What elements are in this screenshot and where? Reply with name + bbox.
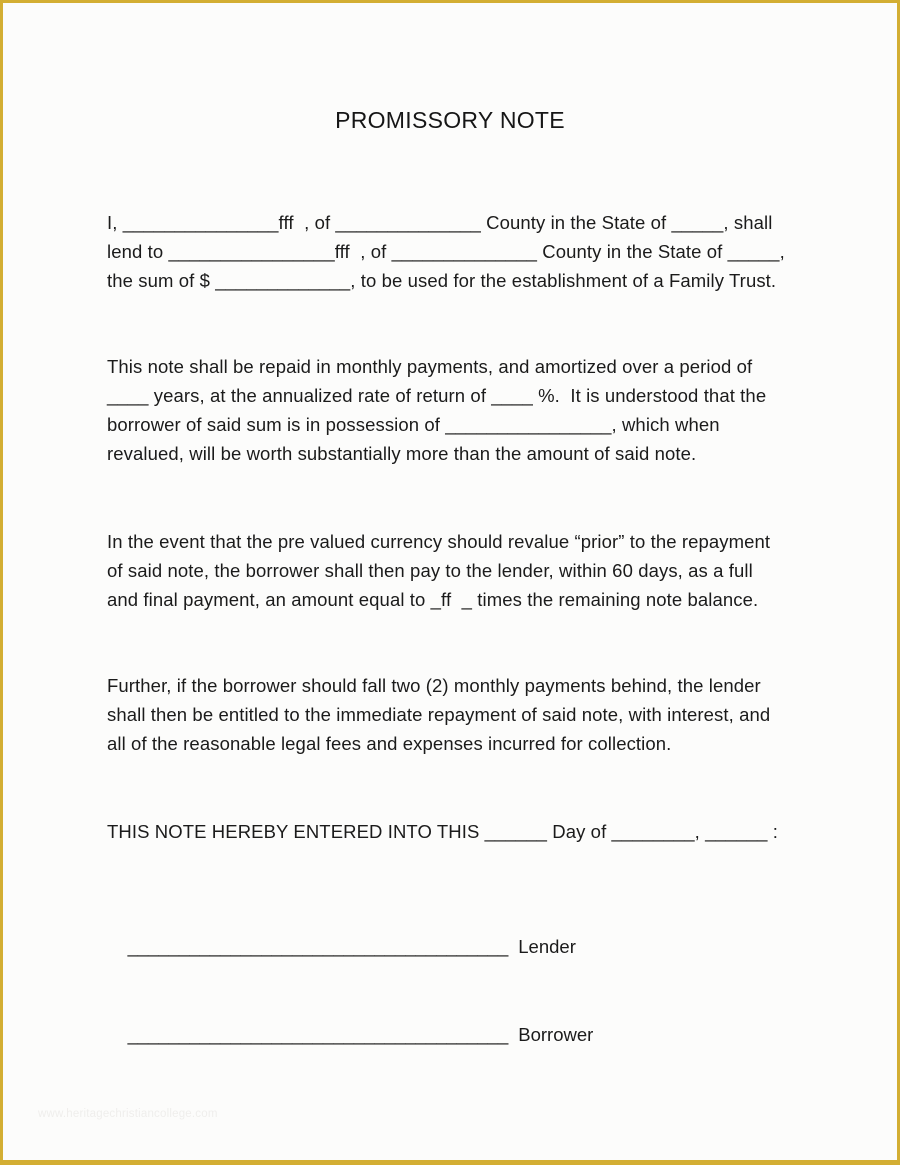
paragraph-intro [107, 208, 817, 295]
text-line: In the event that the pre valued currency should revalue “prior” to the repayment [107, 531, 771, 552]
text-line: I, _______________fff , of ______________ County in the State of _____, shall [107, 212, 773, 233]
text-line: shall then be entitled to the immediate repayment of said note, with interest, and [107, 704, 771, 725]
signature-row-borrower [107, 991, 593, 1078]
paragraph-entered-date [107, 817, 817, 846]
lender-signature-line: _____________________________________ [127, 936, 509, 957]
watermark-url: www.heritagechristiancollege.com [38, 1108, 218, 1120]
text-line: of said note, the borrower shall then pay to the lender, within 60 days, as a full [107, 560, 753, 581]
text-line: revalued, will be worth substantially more than the amount of said note. [107, 443, 697, 464]
signature-row-lender [107, 903, 576, 990]
paragraph-repayment [107, 352, 817, 468]
paragraph-revalue [107, 527, 817, 614]
borrower-signature-line: _____________________________________ [127, 1024, 509, 1045]
text-line: THIS NOTE HEREBY ENTERED INTO THIS ______ Day of ________, ______ : [107, 821, 778, 842]
paragraph-default-terms [107, 671, 817, 758]
text-line: and final payment, an amount equal to _ff _ times the remaining note balance. [107, 589, 759, 610]
lender-signature-label: Lender [518, 936, 576, 957]
text-line: borrower of said sum is in possession of ________________, which when [107, 414, 720, 435]
text-line: This note shall be repaid in monthly payments, and amortized over a period of [107, 356, 753, 377]
text-line: ____ years, at the annualized rate of return of ____ %. It is understood that the [107, 385, 767, 406]
text-line: the sum of $ _____________, to be used for the establishment of a Family Trust. [107, 270, 777, 291]
document-title: PROMISSORY NOTE [335, 107, 565, 133]
text-line: lend to ________________fff , of ______________ County in the State of _____, [107, 241, 785, 262]
borrower-signature-label: Borrower [518, 1024, 594, 1045]
text-line: all of the reasonable legal fees and expenses incurred for collection. [107, 733, 672, 754]
text-line: Further, if the borrower should fall two (2) monthly payments behind, the lender [107, 675, 761, 696]
